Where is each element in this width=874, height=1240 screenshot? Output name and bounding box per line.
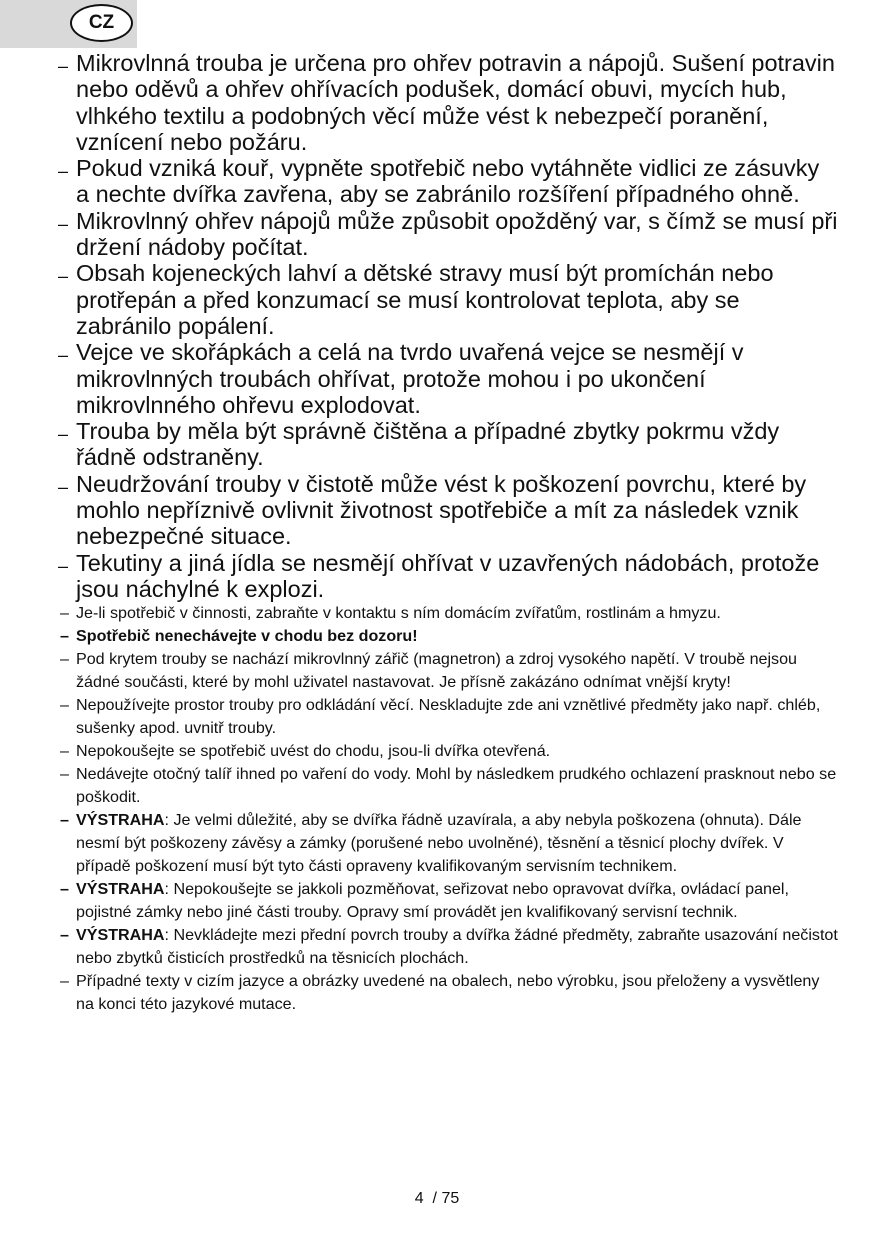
list-item-text: Nepoužívejte prostor trouby pro odkládání věcí. Neskladujte zde ani vznětlivé předměty jako např. chléb, sušenky apod. uvnitř trouby. <box>76 696 821 738</box>
list-item <box>58 155 838 208</box>
safety-instructions <box>58 50 838 1016</box>
list-item <box>58 550 838 603</box>
list-item <box>58 740 838 763</box>
list-item-text: Vejce ve skořápkách a celá na tvrdo uvařená vejce se nesmějí v mikrovlnných troubách ohřívat, protože mohou i po ukončení mikrovlnného ohřevu explodovat. <box>76 339 744 418</box>
warning-item <box>58 878 838 924</box>
warning-item <box>58 924 838 970</box>
list-item <box>58 418 838 471</box>
dash-bullet: – <box>58 345 69 366</box>
warning-label: VÝSTRAHA <box>76 926 165 945</box>
warning-text: : Nevkládejte mezi přední povrch trouby a dvířka žádné předměty, zabraňte usazování nečistot nebo zbytků čisticích prostředků na těsnicích plochách. <box>76 926 838 968</box>
dash-bullet: – <box>60 926 69 945</box>
page-number <box>0 1190 874 1208</box>
list-item <box>58 471 838 550</box>
warning-text: : Nepokoušejte se jakkoli pozměňovat, seřizovat nebo opravovat dvířka, ovládací panel, pojistné zámky nebo jiné části trouby. Opravy smí provádět jen kvalifikovaný servisní technik. <box>76 880 789 922</box>
list-item-text: Případné texty v cizím jazyce a obrázky uvedené na obalech, nebo výrobku, jsou přeloženy a vysvětleny na konci této jazykové mutace. <box>76 972 820 1014</box>
list-item <box>58 260 838 339</box>
list-item-text: Pod krytem trouby se nachází mikrovlnný zářič (magnetron) a zdroj vysokého napětí. V troubě nejsou žádné součásti, které by mohl uživatel nastavovat. Je přísně zakázáno odnímat vnější kryty! <box>76 650 797 692</box>
list-item-text: Mikrovlnná trouba je určena pro ohřev potravin a nápojů. Sušení potravin nebo oděvů a ohřev ohřívacích podušek, domácí obuvi, mycích hub, vlhkého textilu a podobných věcí může vést k nebezpečí poranění, vznícení nebo požáru. <box>76 50 835 155</box>
unattended-warning: Spotřebič nenechávejte v chodu bez dozoru! <box>76 627 418 646</box>
list-item <box>58 694 838 740</box>
dash-bullet: – <box>60 765 69 784</box>
list-item-text: Mikrovlnný ohřev nápojů může způsobit opožděný var, s čímž se musí při držení nádoby počítat. <box>76 207 838 261</box>
list-item-text: Tekutiny a jiná jídla se nesmějí ohřívat v uzavřených nádobách, protože jsou náchylné k explozi. <box>76 549 820 602</box>
dash-bullet: – <box>58 56 69 76</box>
list-item <box>58 763 838 809</box>
dash-bullet: – <box>60 811 69 830</box>
dash-bullet: – <box>58 555 69 576</box>
page-separator: / <box>432 1190 437 1207</box>
dash-bullet: – <box>60 627 69 646</box>
dash-bullet: – <box>58 266 69 287</box>
list-item-text: Je-li spotřebič v činnosti, zabraňte v kontaktu s ním domácím zvířatům, rostlinám a hmyzu. <box>76 604 721 623</box>
total-pages: 75 <box>441 1190 460 1207</box>
list-item-text: Nedávejte otočný talíř ihned po vaření do vody. Mohl by následkem prudkého ochlazení prasknout nebo se poškodit. <box>76 765 837 807</box>
language-badge: CZ <box>70 4 133 42</box>
list-item-text: Trouba by měla být správně čištěna a případné zbytky pokrmu vždy řádně odstraněny. <box>76 418 780 471</box>
dash-bullet: – <box>58 161 69 182</box>
language-tab <box>0 0 137 48</box>
list-item <box>58 50 838 155</box>
list-item <box>58 970 838 1016</box>
current-page: 4 <box>414 1190 424 1207</box>
list-item <box>58 625 838 648</box>
list-item-text: Neudržování trouby v čistotě může vést k poškození povrchu, které by mohlo nepříznivě ovlivnit životnost spotřebiče a mít za následek vznik nebezpečné situace. <box>76 470 807 550</box>
dash-bullet: – <box>60 972 69 991</box>
list-item <box>58 208 838 261</box>
list-item <box>58 648 838 694</box>
dash-bullet: – <box>60 650 69 669</box>
warning-text: : Je velmi důležité, aby se dvířka řádně uzavírala, a aby nebyla poškozena (ohnuta). Dále nesmí být poškozeny závěsy a zámky (porušené nebo uvolněné), těsnění a těsnicí plochy dvířek. V případě poškození musí být tyto části opraveny kvalifikovaným servisním technikem. <box>76 811 802 876</box>
dash-bullet: – <box>60 696 69 715</box>
dash-bullet: – <box>60 742 69 761</box>
list-item <box>58 602 838 625</box>
dash-bullet: – <box>60 604 69 623</box>
dash-bullet: – <box>58 476 69 497</box>
warning-item <box>58 809 838 878</box>
list-item <box>58 339 838 418</box>
list-item-text: Pokud vzniká kouř, vypněte spotřebič nebo vytáhněte vidlici ze zásuvky a nechte dvířka zavřena, aby se zabránilo rozšíření případného ohně. <box>76 155 820 208</box>
dash-bullet: – <box>60 880 69 899</box>
dash-bullet: – <box>58 424 69 445</box>
warning-label: VÝSTRAHA <box>76 811 165 830</box>
dash-bullet: – <box>58 213 69 234</box>
list-item-text: Nepokoušejte se spotřebič uvést do chodu, jsou-li dvířka otevřená. <box>76 742 551 761</box>
list-item-text: Obsah kojeneckých lahví a dětské stravy musí být promíchán nebo protřepán a před konzumací se musí kontrolovat teplota, aby se zabránilo popálení. <box>76 260 774 339</box>
warning-label: VÝSTRAHA <box>76 880 165 899</box>
